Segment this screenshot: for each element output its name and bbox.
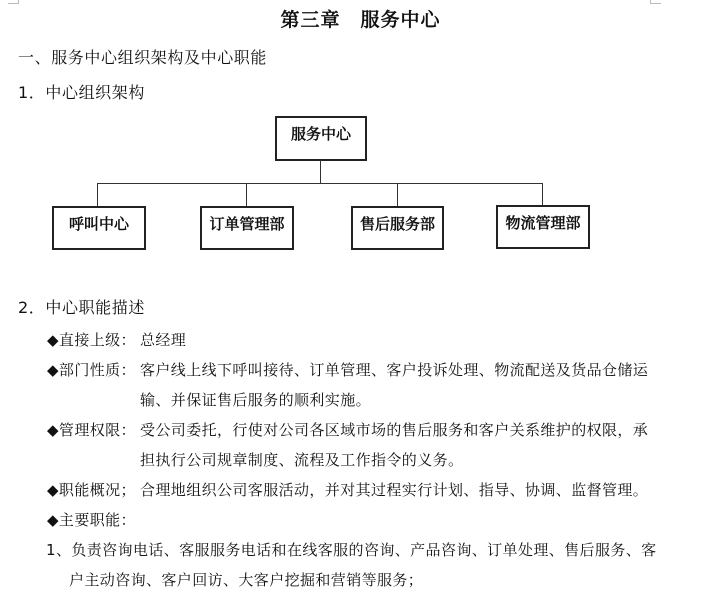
duty-text: 1、负责咨询电话、客服服务电话和在线客服的咨询、产品咨询、订单处理、售后服务、客 bbox=[46, 541, 657, 559]
connector-line bbox=[97, 183, 543, 184]
connector-line bbox=[397, 183, 398, 206]
item-text: 总经理 bbox=[140, 331, 187, 349]
connector-line bbox=[542, 183, 543, 206]
item-label: ◆部门性质： bbox=[47, 361, 136, 379]
org-box-aftersales-dept: 售后服务部 bbox=[351, 206, 444, 250]
item-label: ◆管理权限： bbox=[47, 421, 136, 439]
chapter-title: 第三章 服务中心 bbox=[280, 9, 441, 31]
subsection-heading: 2．中心职能描述 bbox=[18, 298, 145, 317]
section-heading: 一、服务中心组织架构及中心职能 bbox=[18, 48, 268, 67]
connector-line bbox=[246, 183, 247, 206]
margin-mark bbox=[8, 0, 19, 4]
subsection-heading: 1．中心组织架构 bbox=[18, 83, 145, 102]
item-label: ◆主要职能： bbox=[47, 511, 136, 529]
item-label: ◆职能概况； bbox=[47, 481, 136, 499]
connector-line bbox=[320, 160, 321, 184]
item-text: 受公司委托，行使对公司各区域市场的售后服务和客户关系维护的权限，承 bbox=[140, 421, 649, 439]
org-root-box: 服务中心 bbox=[275, 116, 367, 161]
org-box-call-center: 呼叫中心 bbox=[52, 206, 146, 250]
margin-mark bbox=[650, 0, 661, 4]
item-text: 输、并保证售后服务的顺利实施。 bbox=[140, 391, 372, 409]
connector-line bbox=[97, 183, 98, 206]
item-text: 合理地组织公司客服活动，并对其过程实行计划、指导、协调、监督管理。 bbox=[140, 481, 649, 499]
org-box-order-dept: 订单管理部 bbox=[200, 206, 294, 250]
item-text: 客户线上线下呼叫接待、订单管理、客户投诉处理、物流配送及货品仓储运 bbox=[140, 361, 649, 379]
item-text: 担执行公司规章制度、流程及工作指令的义务。 bbox=[140, 451, 464, 469]
org-box-logistics-dept: 物流管理部 bbox=[496, 205, 590, 249]
item-label: ◆直接上级： bbox=[47, 331, 136, 349]
duty-text: 户主动咨询、客户回访、大客户挖掘和营销等服务； bbox=[69, 571, 424, 589]
